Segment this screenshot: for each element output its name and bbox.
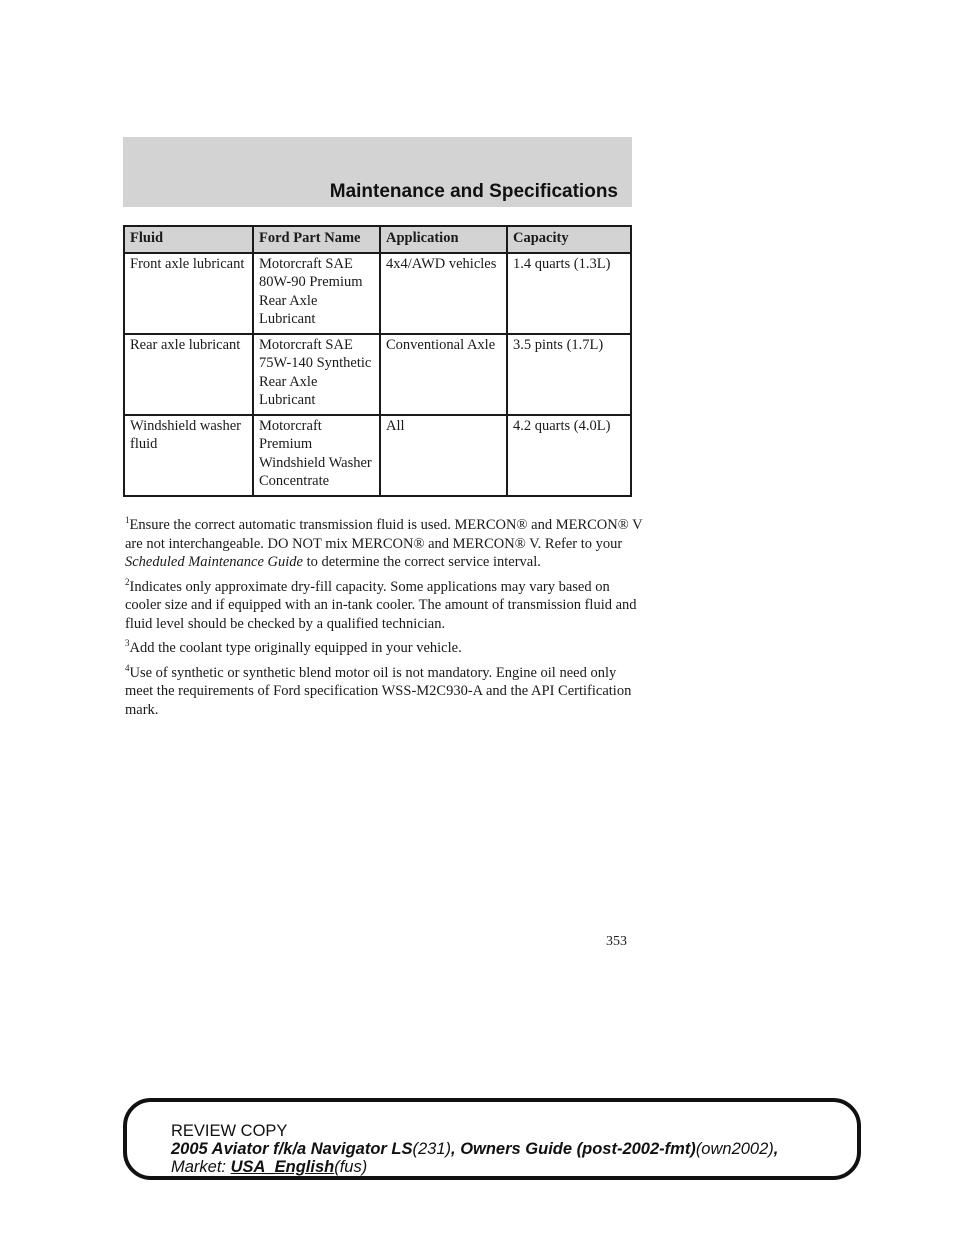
cell-fluid: Windshield washer fluid [124, 415, 253, 496]
footnotes [125, 516, 645, 725]
column-header-fluid: Fluid [124, 226, 253, 253]
table-row [124, 334, 631, 415]
table-row [124, 415, 631, 496]
column-header-part-name: Ford Part Name [253, 226, 380, 253]
footnote-number: 2 [125, 576, 130, 587]
market-line [171, 1158, 857, 1176]
market-value: USA_English [230, 1158, 335, 1176]
footnote-text: Add the coolant type originally equipped in your vehicle. [129, 640, 462, 656]
section-header [123, 137, 632, 207]
cell-capacity: 3.5 pints (1.7L) [507, 334, 631, 415]
cell-capacity: 4.2 quarts (4.0L) [507, 415, 631, 496]
review-copy-box [123, 1098, 861, 1180]
fluid-specifications-table [123, 225, 632, 497]
footnote-1 [125, 516, 645, 572]
footnote-number: 1 [125, 515, 130, 525]
footnote-text: Indicates only approximate dry-fill capacity. Some applications may vary based on cooler size and if equipped with an in-tank cooler. The amount of transmission fluid and fluid level should be checked by a qualified technician. [125, 578, 637, 632]
footnote-number: 4 [125, 662, 130, 673]
cell-application: Conventional Axle [380, 334, 507, 415]
cell-capacity: 1.4 quarts (1.3L) [507, 253, 631, 334]
cell-part-name: Motorcraft Premium Windshield Washer Concentrate [253, 415, 380, 496]
table-header-row [124, 226, 631, 253]
footnote-3 [125, 639, 645, 658]
market-code: (fus) [334, 1158, 368, 1176]
separator: , [773, 1140, 779, 1158]
separator: , [451, 1140, 461, 1158]
cell-application: 4x4/AWD vehicles [380, 253, 507, 334]
cell-part-name: Motorcraft SAE 80W-90 Premium Rear Axle Lubricant [253, 253, 380, 334]
column-header-application: Application [380, 226, 507, 253]
footnote-text: Use of synthetic or synthetic blend motor oil is not mandatory. Engine oil need only meet the requirements of Ford specification WSS-M2C930-A and the API Certification mark. [125, 664, 632, 718]
table-row [124, 253, 631, 334]
guide-name: Owners Guide (post-2002-fmt) [460, 1140, 696, 1158]
footnote-number: 3 [125, 638, 130, 648]
column-header-capacity: Capacity [507, 226, 631, 253]
model-code: (231) [412, 1140, 452, 1158]
cell-application: All [380, 415, 507, 496]
document-info-line [171, 1140, 857, 1158]
footnote-text: Ensure the correct automatic transmission fluid is used. MERCON® and MERCON® V are not interchangeable. DO NOT mix MERCON® and MERCON® V. Refer to your [125, 517, 643, 552]
model-name: 2005 Aviator f/k/a Navigator LS [171, 1140, 413, 1158]
cell-fluid: Rear axle lubricant [124, 334, 253, 415]
guide-reference: Scheduled Maintenance Guide [125, 554, 303, 570]
cell-fluid: Front axle lubricant [124, 253, 253, 334]
guide-code: (own2002) [695, 1140, 774, 1158]
footnote-2 [125, 578, 645, 634]
footnote-text: to determine the correct service interval. [302, 554, 541, 570]
cell-part-name: Motorcraft SAE 75W-140 Synthetic Rear Axle Lubricant [253, 334, 380, 415]
review-copy-label: REVIEW COPY [171, 1122, 288, 1140]
market-label: Market: [171, 1158, 231, 1176]
section-title: Maintenance and Specifications [329, 181, 618, 202]
footnote-4 [125, 664, 645, 720]
page-number: 353 [606, 934, 627, 949]
